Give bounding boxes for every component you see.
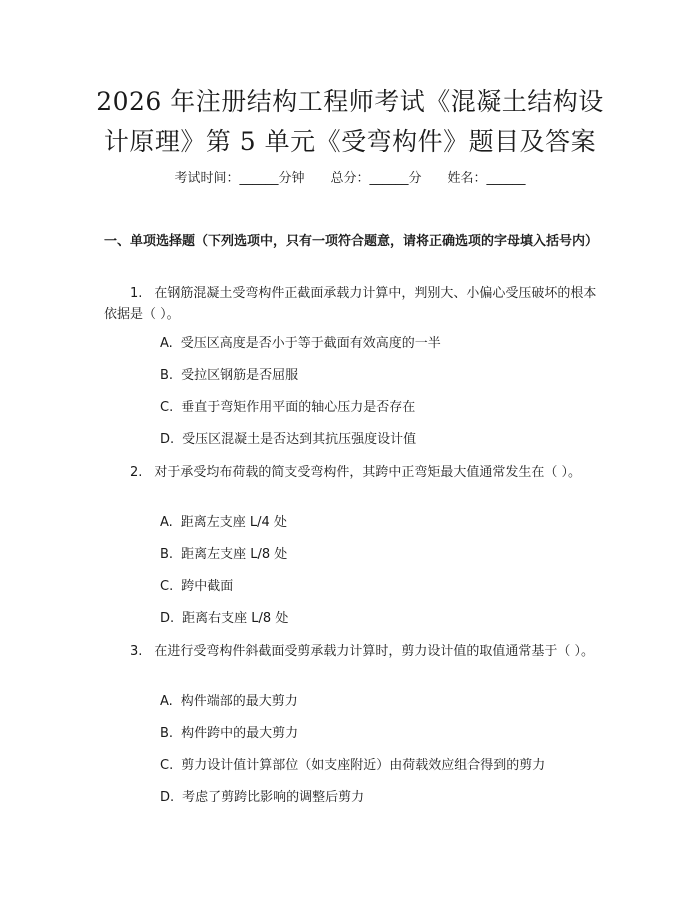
title-line-2: 计原理》第 5 单元《受弯构件》题目及答案 xyxy=(103,127,597,156)
section-heading: 一、单项选择题（下列选项中，只有一项符合题意，请将正确选项的字母填入括号内） xyxy=(104,234,599,249)
option-letter: D. xyxy=(160,432,175,447)
option-text: 垂直于弯矩作用平面的轴心压力是否存在 xyxy=(181,400,416,415)
question-1 xyxy=(104,283,604,325)
option-letter: C. xyxy=(160,758,174,773)
question-2 xyxy=(104,462,604,483)
question-text: 在进行受弯构件斜截面受剪承载力计算时，剪力设计值的取值通常基于（ ）。 xyxy=(154,644,595,659)
question-text: 对于承受均布荷载的简支受弯构件，其跨中正弯矩最大值通常发生在（ ）。 xyxy=(154,465,582,480)
question-number: 1. xyxy=(130,286,143,301)
option-text: 跨中截面 xyxy=(181,579,234,594)
exam-time-label: 考试时间：______分钟 xyxy=(174,171,305,186)
option-letter: C. xyxy=(160,400,174,415)
option-letter: D. xyxy=(160,790,175,805)
option-text: 距离左支座 L/4 处 xyxy=(180,515,287,530)
option-text: 考虑了剪跨比影响的调整后剪力 xyxy=(182,790,365,805)
option-letter: B. xyxy=(160,726,174,741)
question-number: 2. xyxy=(130,465,143,480)
document-title xyxy=(60,82,640,162)
exam-meta xyxy=(0,170,700,188)
question-3-option-c xyxy=(160,757,600,775)
option-letter: B. xyxy=(160,547,174,562)
question-3-option-a xyxy=(160,693,600,711)
title-line-1: 2026 年注册结构工程师考试《混凝土结构设 xyxy=(96,87,604,116)
question-3-option-b xyxy=(160,725,600,743)
option-text: 构件跨中的最大剪力 xyxy=(181,726,299,741)
total-score-label: 总分：______分 xyxy=(330,171,422,186)
question-3 xyxy=(104,641,604,662)
option-letter: B. xyxy=(160,368,174,383)
option-text: 剪力设计值计算部位（如支座附近）由荷载效应组合得到的剪力 xyxy=(181,758,546,773)
option-text: 距离右支座 L/8 处 xyxy=(182,611,289,626)
option-text: 受压区混凝土是否达到其抗压强度设计值 xyxy=(182,432,417,447)
option-letter: A. xyxy=(160,515,173,530)
option-letter: C. xyxy=(160,579,174,594)
question-1-option-c xyxy=(160,399,600,417)
question-1-option-a xyxy=(160,335,600,353)
question-number: 3. xyxy=(130,644,143,659)
option-text: 受拉区钢筋是否屈服 xyxy=(181,368,299,383)
question-1-option-b xyxy=(160,367,600,385)
question-2-option-b xyxy=(160,546,600,564)
question-text: 在钢筋混凝土受弯构件正截面承载力计算中，判别大、小偏心受压破坏的根本依据是（ ）。 xyxy=(104,286,597,322)
option-letter: D. xyxy=(160,611,175,626)
question-1-option-d xyxy=(160,431,600,449)
option-text: 距离左支座 L/8 处 xyxy=(181,547,288,562)
option-text: 构件端部的最大剪力 xyxy=(180,694,298,709)
question-3-option-d xyxy=(160,789,600,807)
question-2-option-d xyxy=(160,610,600,628)
option-letter: A. xyxy=(160,694,173,709)
question-2-option-c xyxy=(160,578,600,596)
option-text: 受压区高度是否小于等于截面有效高度的一半 xyxy=(180,336,441,351)
question-2-option-a xyxy=(160,514,600,532)
option-letter: A. xyxy=(160,336,173,351)
name-label: 姓名：______ xyxy=(447,171,526,186)
